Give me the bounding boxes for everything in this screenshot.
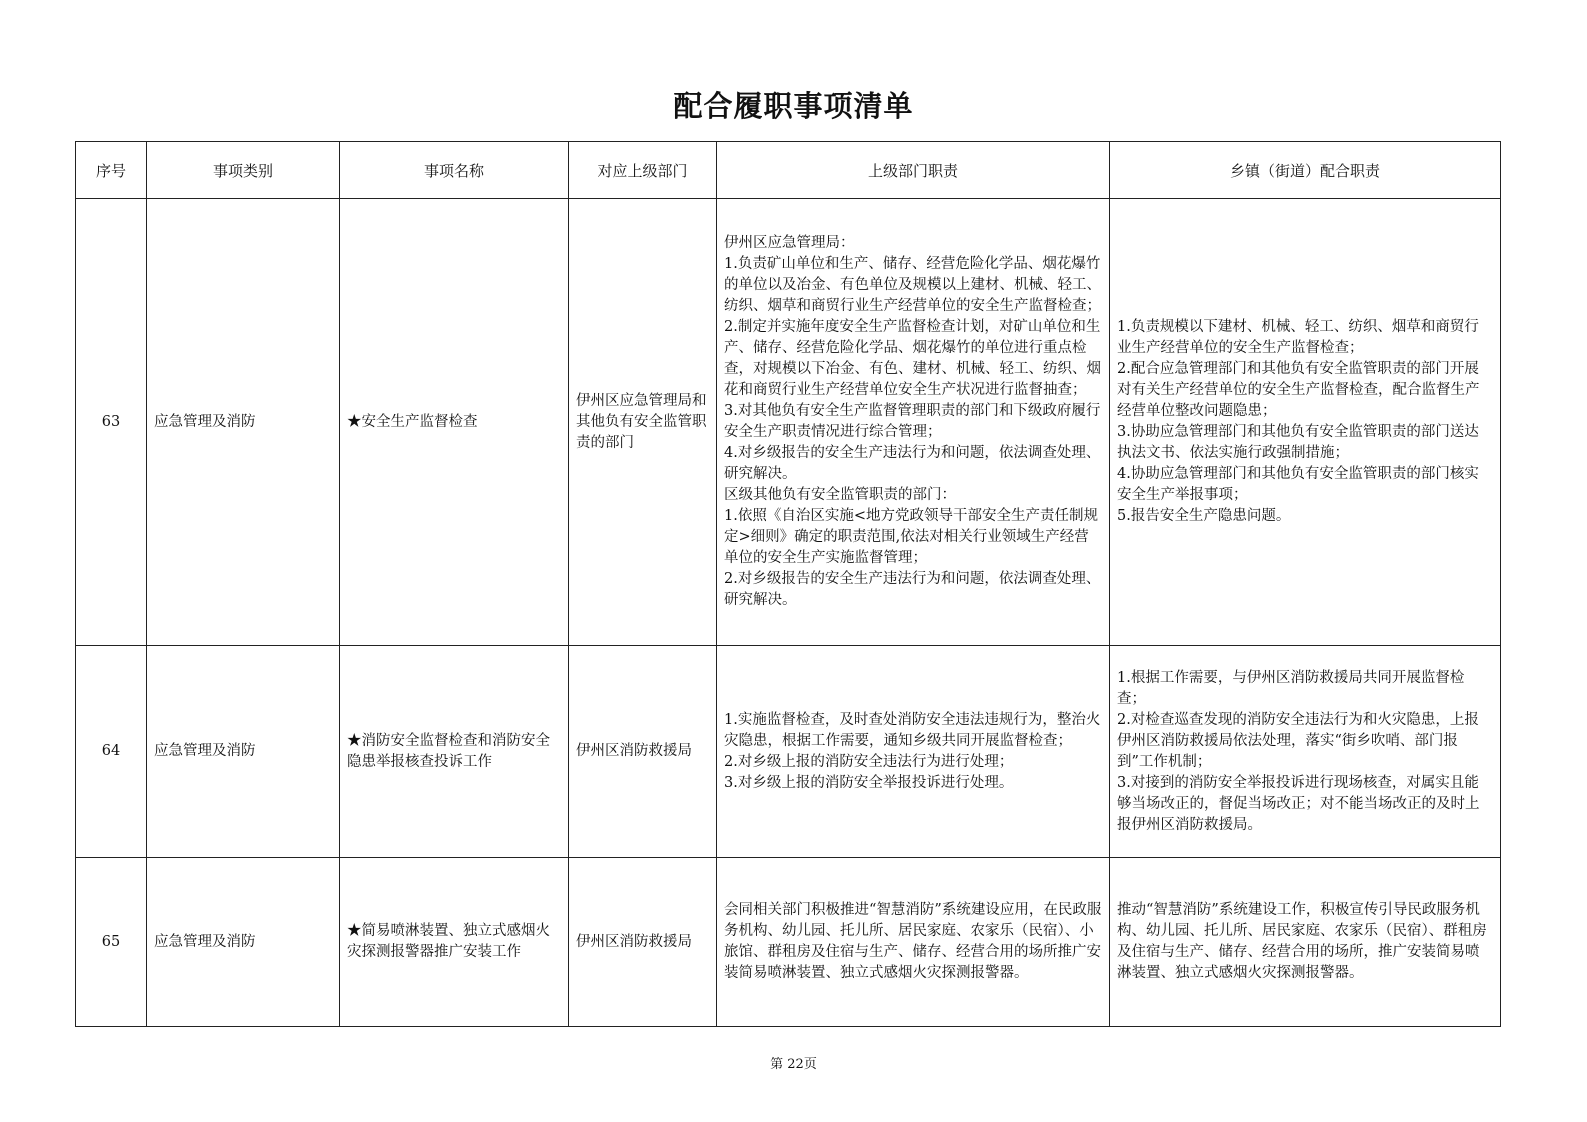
row-no: 65 — [76, 858, 147, 1027]
header-category: 事项类别 — [147, 142, 340, 199]
header-upper-duty: 上级部门职责 — [717, 142, 1110, 199]
page-title: 配合履职事项清单 — [673, 89, 914, 123]
table-header-row — [76, 142, 1501, 199]
row-upper-duty: 伊州区应急管理局： 1.负责矿山单位和生产、储存、经营危险化学品、烟花爆竹的单位以及冶金、有色单位及规模以上建材、机械、轻工、纺织、烟草和商贸行业生产经营单位的安全生产监督检查； 2.制定并实施年度安全生产监督检查计划，对矿山单位和生产、储存、经营危险化学品、烟花爆竹的单位进行重点检查，对规模以下冶金、有色、建材、机械、轻工、纺织、烟花和商贸行业生产经营单位安全生产状况进行监督抽查； 3.对其他负有安全生产监督管理职责的部门和下级政府履行安全生产职责情况进行综合管理； 4.对乡级报告的安全生产违法行为和问题，依法调查处理、研究解决。 区级其他负有安全监管职责的部门： 1.依照《自治区实施<地方党政领导干部安全生产责任制规定>细则》确定的职责范围,依法对相关行业领域生产经营单位的安全生产实施监督管理； 2.对乡级报告的安全生产违法行为和问题，依法调查处理、研究解决。 — [717, 199, 1110, 646]
table-row — [76, 858, 1501, 1027]
row-town-duty: 1.负责规模以下建材、机械、轻工、纺织、烟草和商贸行业生产经营单位的安全生产监督检查； 2.配合应急管理部门和其他负有安全监管职责的部门开展对有关生产经营单位的安全生产监督检查，配合监督生产经营单位整改问题隐患； 3.协助应急管理部门和其他负有安全监管职责的部门送达执法文书、依法实施行政强制措施； 4.协助应急管理部门和其他负有安全监管职责的部门核实安全生产举报事项； 5.报告安全生产隐患问题。 — [1110, 199, 1501, 646]
header-name: 事项名称 — [340, 142, 569, 199]
row-category: 应急管理及消防 — [147, 858, 340, 1027]
row-no: 63 — [76, 199, 147, 646]
duty-table — [75, 141, 1501, 1027]
header-town-duty: 乡镇（街道）配合职责 — [1110, 142, 1501, 199]
row-town-duty: 1.根据工作需要，与伊州区消防救援局共同开展监督检查； 2.对检查巡查发现的消防安全违法行为和火灾隐患，上报伊州区消防救援局依法处理，落实“街乡吹哨、部门报到”工作机制； 3.对接到的消防安全举报投诉进行现场核查，对属实且能够当场改正的，督促当场改正；对不能当场改正的及时上报伊州区消防救援局。 — [1110, 646, 1501, 858]
table-row — [76, 199, 1501, 646]
row-no: 64 — [76, 646, 147, 858]
row-dept: 伊州区应急管理局和其他负有安全监管职责的部门 — [569, 199, 717, 646]
row-upper-duty: 会同相关部门积极推进“智慧消防”系统建设应用，在民政服务机构、幼儿园、托儿所、居民家庭、农家乐（民宿）、小旅馆、群租房及住宿与生产、储存、经营合用的场所推广安装简易喷淋装置、独立式感烟火灾探测报警器。 — [717, 858, 1110, 1027]
row-name: ★安全生产监督检查 — [340, 199, 569, 646]
row-town-duty: 推动“智慧消防”系统建设工作，积极宣传引导民政服务机构、幼儿园、托儿所、居民家庭、农家乐（民宿）、群租房及住宿与生产、储存、经营合用的场所，推广安装简易喷淋装置、独立式感烟火灾探测报警器。 — [1110, 858, 1501, 1027]
row-dept: 伊州区消防救援局 — [569, 646, 717, 858]
table-row — [76, 646, 1501, 858]
row-upper-duty: 1.实施监督检查，及时查处消防安全违法违规行为，整治火灾隐患，根据工作需要，通知乡级共同开展监督检查； 2.对乡级上报的消防安全违法行为进行处理； 3.对乡级上报的消防安全举报投诉进行处理。 — [717, 646, 1110, 858]
row-name: ★消防安全监督检查和消防安全隐患举报核查投诉工作 — [340, 646, 569, 858]
header-dept: 对应上级部门 — [569, 142, 717, 199]
row-category: 应急管理及消防 — [147, 199, 340, 646]
row-category: 应急管理及消防 — [147, 646, 340, 858]
row-name: ★简易喷淋装置、独立式感烟火灾探测报警器推广安装工作 — [340, 858, 569, 1027]
page-number: 第 22页 — [770, 1057, 817, 1072]
row-dept: 伊州区消防救援局 — [569, 858, 717, 1027]
header-no: 序号 — [76, 142, 147, 199]
